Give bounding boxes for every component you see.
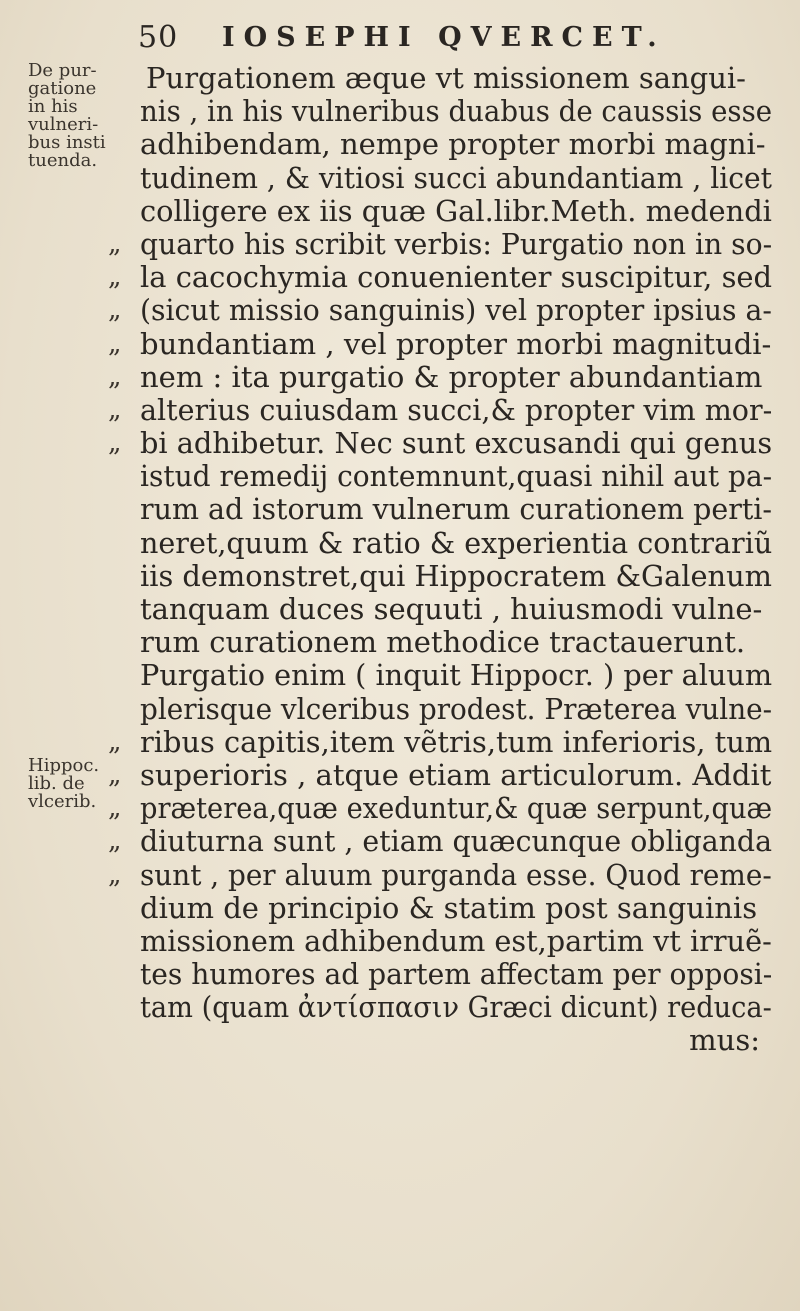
quote-mark: „ bbox=[108, 394, 122, 425]
line-text: mus: bbox=[689, 1023, 760, 1058]
text-line bbox=[108, 792, 788, 825]
line-text: tudinem , & vitiosi succi abundantiam , licet bbox=[140, 160, 772, 195]
quote-mark: „ bbox=[108, 428, 122, 459]
running-head: IOSEPHI QVERCET. bbox=[222, 22, 666, 53]
page-number: 50 bbox=[138, 20, 179, 55]
line-text: la cacochymia conuenienter suscipitur, sed bbox=[140, 260, 773, 295]
text-line bbox=[108, 228, 788, 261]
margin-note-line: lib. de bbox=[28, 773, 85, 794]
quote-mark: „ bbox=[108, 328, 122, 359]
text-line bbox=[108, 394, 788, 427]
line-text: adhibendam, nempe propter morbi magni- bbox=[140, 127, 766, 162]
text-line bbox=[108, 527, 788, 560]
line-text: iis demonstret,qui Hippocratem &Galenum bbox=[140, 558, 773, 593]
line-text: bi adhibetur. Nec sunt excusandi qui genus bbox=[140, 426, 773, 461]
line-text: Purgatio enim ( inquit Hippocr. ) per aluum bbox=[140, 658, 773, 693]
text-line bbox=[108, 62, 788, 95]
line-text: bundantiam , vel propter morbi magnitudi- bbox=[140, 326, 772, 361]
line-text: plerisque vlceribus prodest. Præterea vulne- bbox=[140, 691, 773, 726]
text-line bbox=[108, 659, 788, 692]
text-line bbox=[108, 195, 788, 228]
line-text: nis , in his vulneribus duabus de caussis esse bbox=[140, 94, 773, 129]
text-line bbox=[108, 759, 788, 792]
margin-note-line: tuenda. bbox=[28, 150, 98, 171]
text-line bbox=[108, 294, 788, 327]
margin-note-line: Hippoc. bbox=[28, 755, 100, 776]
margin-note-line: De pur- bbox=[28, 60, 97, 81]
quote-mark: „ bbox=[108, 726, 122, 757]
line-text: rum curationem methodice tractauerunt. bbox=[140, 625, 746, 660]
margin-note-line: vlcerib. bbox=[28, 791, 97, 812]
text-line bbox=[108, 560, 788, 593]
margin-note-line: vulneri- bbox=[28, 114, 99, 135]
body-text bbox=[108, 62, 788, 1058]
text-line bbox=[108, 825, 788, 858]
text-line bbox=[108, 593, 788, 626]
line-text: (sicut missio sanguinis) vel propter ipsius a- bbox=[140, 293, 772, 328]
line-text: tam (quam ἀντίσπασιν Græci dicunt) reduca- bbox=[140, 990, 772, 1025]
quote-mark: „ bbox=[108, 262, 122, 293]
text-line bbox=[108, 128, 788, 161]
line-text: nem : ita purgatio & propter abundantiam bbox=[140, 359, 763, 394]
margin-note-line: bus insti bbox=[28, 132, 106, 153]
quote-mark: „ bbox=[108, 228, 122, 259]
line-text: istud remedij contemnunt,quasi nihil aut pa- bbox=[140, 459, 773, 494]
text-line bbox=[108, 991, 788, 1024]
line-text: dium de principio & statim post sanguinis bbox=[140, 890, 758, 925]
line-text: sunt , per aluum purganda esse. Quod reme- bbox=[140, 857, 772, 892]
text-line bbox=[108, 493, 788, 526]
line-text: colligere ex iis quæ Gal.libr.Meth. medendi bbox=[140, 193, 772, 228]
quote-mark: „ bbox=[108, 759, 122, 790]
margin-note-line: in his bbox=[28, 96, 78, 117]
line-text: præterea,quæ exeduntur,& quæ serpunt,quæ bbox=[140, 791, 773, 826]
quote-mark: „ bbox=[108, 859, 122, 890]
text-line bbox=[108, 626, 788, 659]
text-line bbox=[108, 693, 788, 726]
text-line bbox=[108, 892, 788, 925]
line-text: quarto his scribit verbis: Purgatio non in so- bbox=[140, 226, 773, 261]
page-header bbox=[0, 20, 800, 60]
text-line bbox=[108, 162, 788, 195]
line-text: superioris , atque etiam articulorum. Addit bbox=[140, 757, 772, 792]
line-text: neret,quum & ratio & experientia contrariũ bbox=[140, 525, 773, 560]
line-text: missionem adhibendum est,partim vt irruẽ- bbox=[140, 923, 772, 958]
text-line bbox=[108, 726, 788, 759]
text-line bbox=[108, 859, 788, 892]
quote-mark: „ bbox=[108, 826, 122, 857]
line-text: alterius cuiusdam succi,& propter vim mor- bbox=[140, 392, 773, 427]
quote-mark: „ bbox=[108, 361, 122, 392]
text-line bbox=[108, 1024, 788, 1057]
line-text: tanquam duces sequuti , huiusmodi vulne- bbox=[140, 592, 763, 626]
text-line bbox=[108, 958, 788, 991]
text-line bbox=[108, 427, 788, 460]
line-text: diuturna sunt , etiam quæcunque obliganda bbox=[140, 824, 773, 859]
line-text: rum ad istorum vulnerum curationem perti- bbox=[140, 492, 773, 527]
margin-note-line: gatione bbox=[28, 78, 97, 99]
text-line bbox=[108, 95, 788, 128]
line-text: ribus capitis,item vẽtris,tum inferioris, tum bbox=[140, 724, 773, 759]
text-line bbox=[108, 361, 788, 394]
text-line bbox=[108, 328, 788, 361]
text-line bbox=[108, 460, 788, 493]
text-line bbox=[108, 925, 788, 958]
line-text: tes humores ad partem affectam per opposi- bbox=[140, 957, 773, 992]
text-line bbox=[108, 261, 788, 294]
quote-mark: „ bbox=[108, 793, 122, 824]
line-text: Purgationem æque vt missionem sangui- bbox=[146, 61, 746, 95]
quote-mark: „ bbox=[108, 295, 122, 326]
